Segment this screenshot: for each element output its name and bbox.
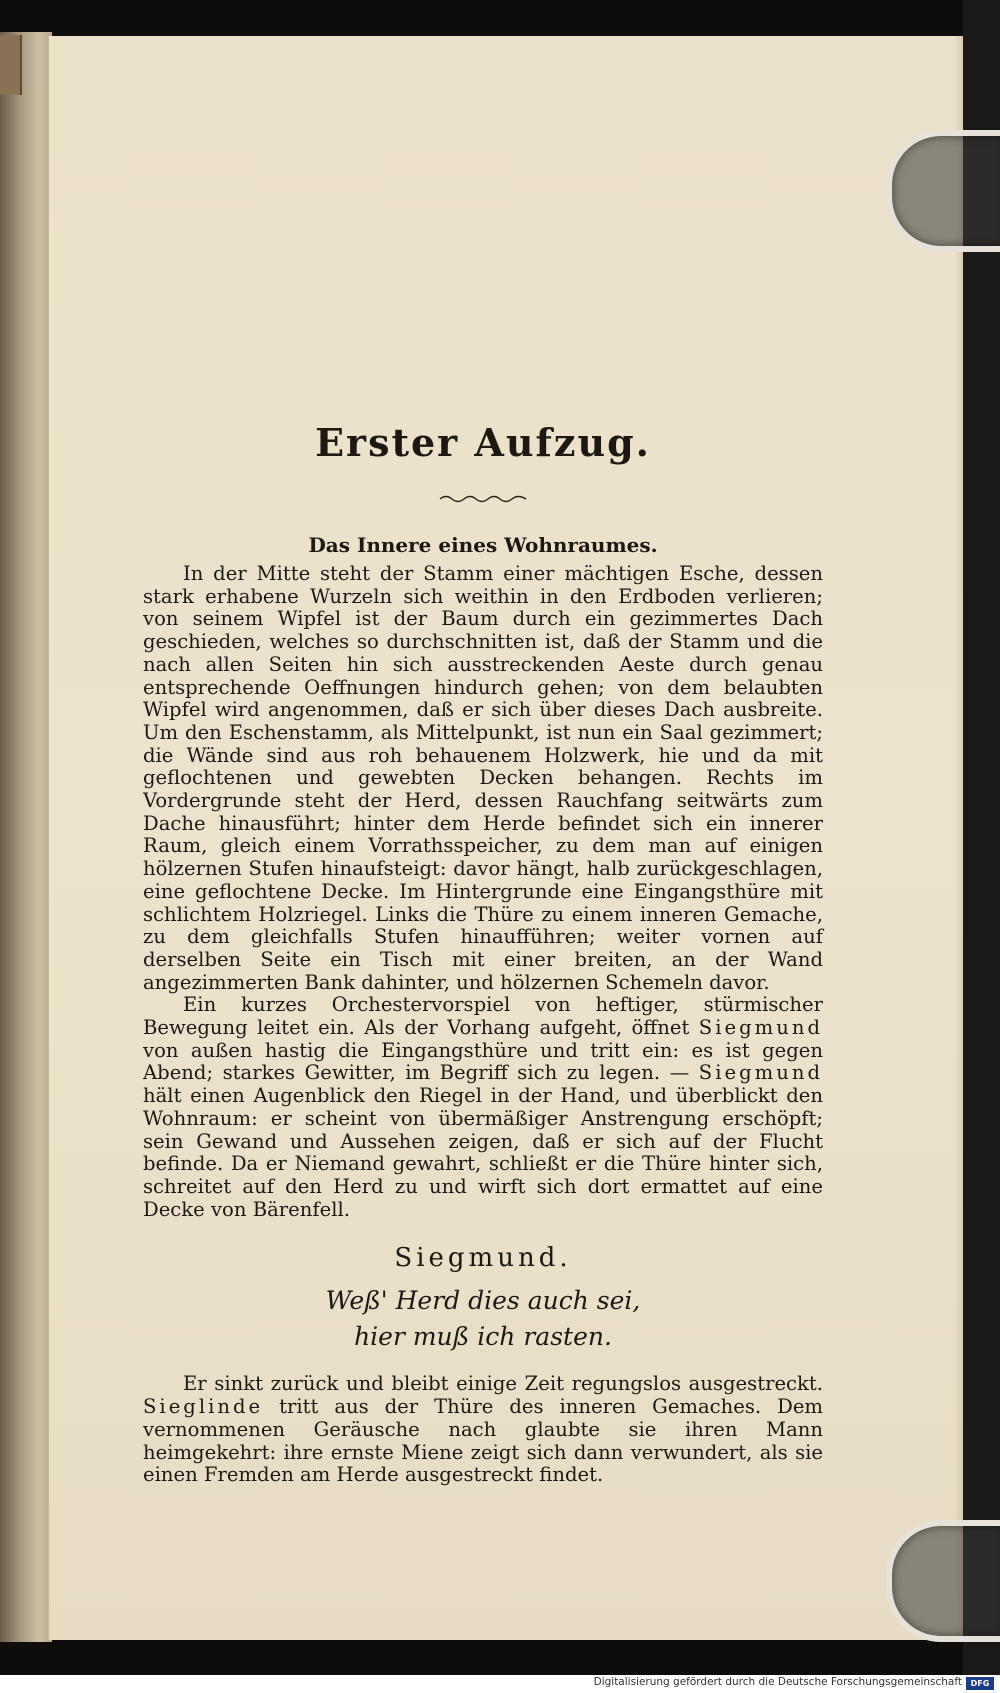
verse-block — [143, 1283, 823, 1355]
scene-heading: Das Innere eines Wohnraumes. — [308, 533, 658, 557]
stage-direction-1: In der Mitte steht der Stamm einer mächtigen Esche, dessen stark erhabene Wurzeln sich weithin in den Erdboden verlieren; von seinem Wipfel ist der Baum durch ein gezimmertes Dach geschieden, welches so durchschnitten ist, daß der Stamm und die nach allen Seiten hin sich ausstreckenden Aeste durch genau entsprechende Oeffnungen hindurch gehen; von dem belaubten Wipfel wird angenommen, daß er sich über dieses Dach ausbreite. Um den Eschenstamm, als Mittelpunkt, ist nun ein Saal gezimmert; die Wände sind aus roh behauenem Holzwerk, hie und da mit geflochtenen und gewebten Decken behangen. Rechts im Vordergrunde steht der Herd, dessen Rauchfang seitwärts zum Dache hinausführt; hinter dem Herde befindet sich ein innerer Raum, gleich einem Vorrathsspeicher, zu dem man auf einigen hölzernen Stufen hinaufsteigt: davor hängt, halb zurückgeschlagen, eine geflochtene Decke. Im Hintergrunde eine Eingangsthüre mit schlichtem Holzriegel. Links die Thüre zu einem inneren Gemache, zu dem gleichfalls Stufen hinaufführen; weiter vornen auf derselben Seite ein Tisch mit einer breiten, an der Wand angezimmerten Bank dahinter, und hölzernen Schemeln davor. — [143, 562, 823, 994]
stage-direction-3 — [143, 1373, 823, 1487]
stage-direction-2 — [143, 994, 823, 1221]
page-content — [143, 420, 823, 1487]
dfg-logo: DFG — [966, 1677, 994, 1690]
text-segment: tritt aus der Thüre des inneren Gemaches. Dem vernommenen Geräusche nach glaubte sie ihren Mann heimgekehrt: ihre ernste Miene zeigt sich dann verwundert, als sie einen Fremden am Herde ausgestreckt findet. — [143, 1395, 823, 1487]
scanner-background — [963, 0, 1000, 1693]
verse-line: Weß' Herd dies auch sei, — [325, 1286, 641, 1316]
speaker-name: Siegmund. — [394, 1243, 572, 1274]
text-segment: Ein kurzes Orchestervorspiel von heftiger, stürmischer Bewegung leitet ein. Als der Vorhang aufgeht, öffnet — [143, 993, 823, 1040]
footer-bar — [0, 1675, 1000, 1693]
text-segment: von außen hastig die Eingangsthüre und tritt ein: es ist gegen Abend; starkes Gewitter, im Begriff sich zu legen. — — [143, 1038, 823, 1085]
character-name: Siegmund — [698, 1061, 823, 1085]
page-clip-bottom — [886, 1520, 1000, 1642]
act-title: Erster Aufzug. — [315, 420, 651, 465]
book-spine-tab — [0, 35, 22, 95]
page-clip-top — [886, 130, 1000, 252]
character-name: Siegmund — [698, 1016, 823, 1040]
ornament-rule-icon — [438, 493, 528, 505]
footer-credit: Digitalisierung gefördert durch die Deutsche Forschungsgemeinschaft — [593, 1676, 962, 1688]
book-left-pages — [0, 32, 52, 1642]
verse-line: hier muß ich rasten. — [354, 1322, 612, 1352]
text-segment: Er sinkt zurück und bleibt einige Zeit regungslos ausgestreckt. — [183, 1372, 823, 1396]
character-name: Sieglinde — [143, 1395, 264, 1419]
text-segment: hält einen Augenblick den Riegel in der Hand, und überblickt den Wohnraum: er scheint von übermäßiger Anstrengung erschöpft; sein Gewand und Aussehen zeigen, daß er sich auf der Flucht befinde. Da er Niemand gewahrt, schließt er die Thüre hinter sich, schreitet auf den Herd zu und wirft sich dort ermattet auf eine Decke von Bärenfell. — [143, 1084, 823, 1221]
